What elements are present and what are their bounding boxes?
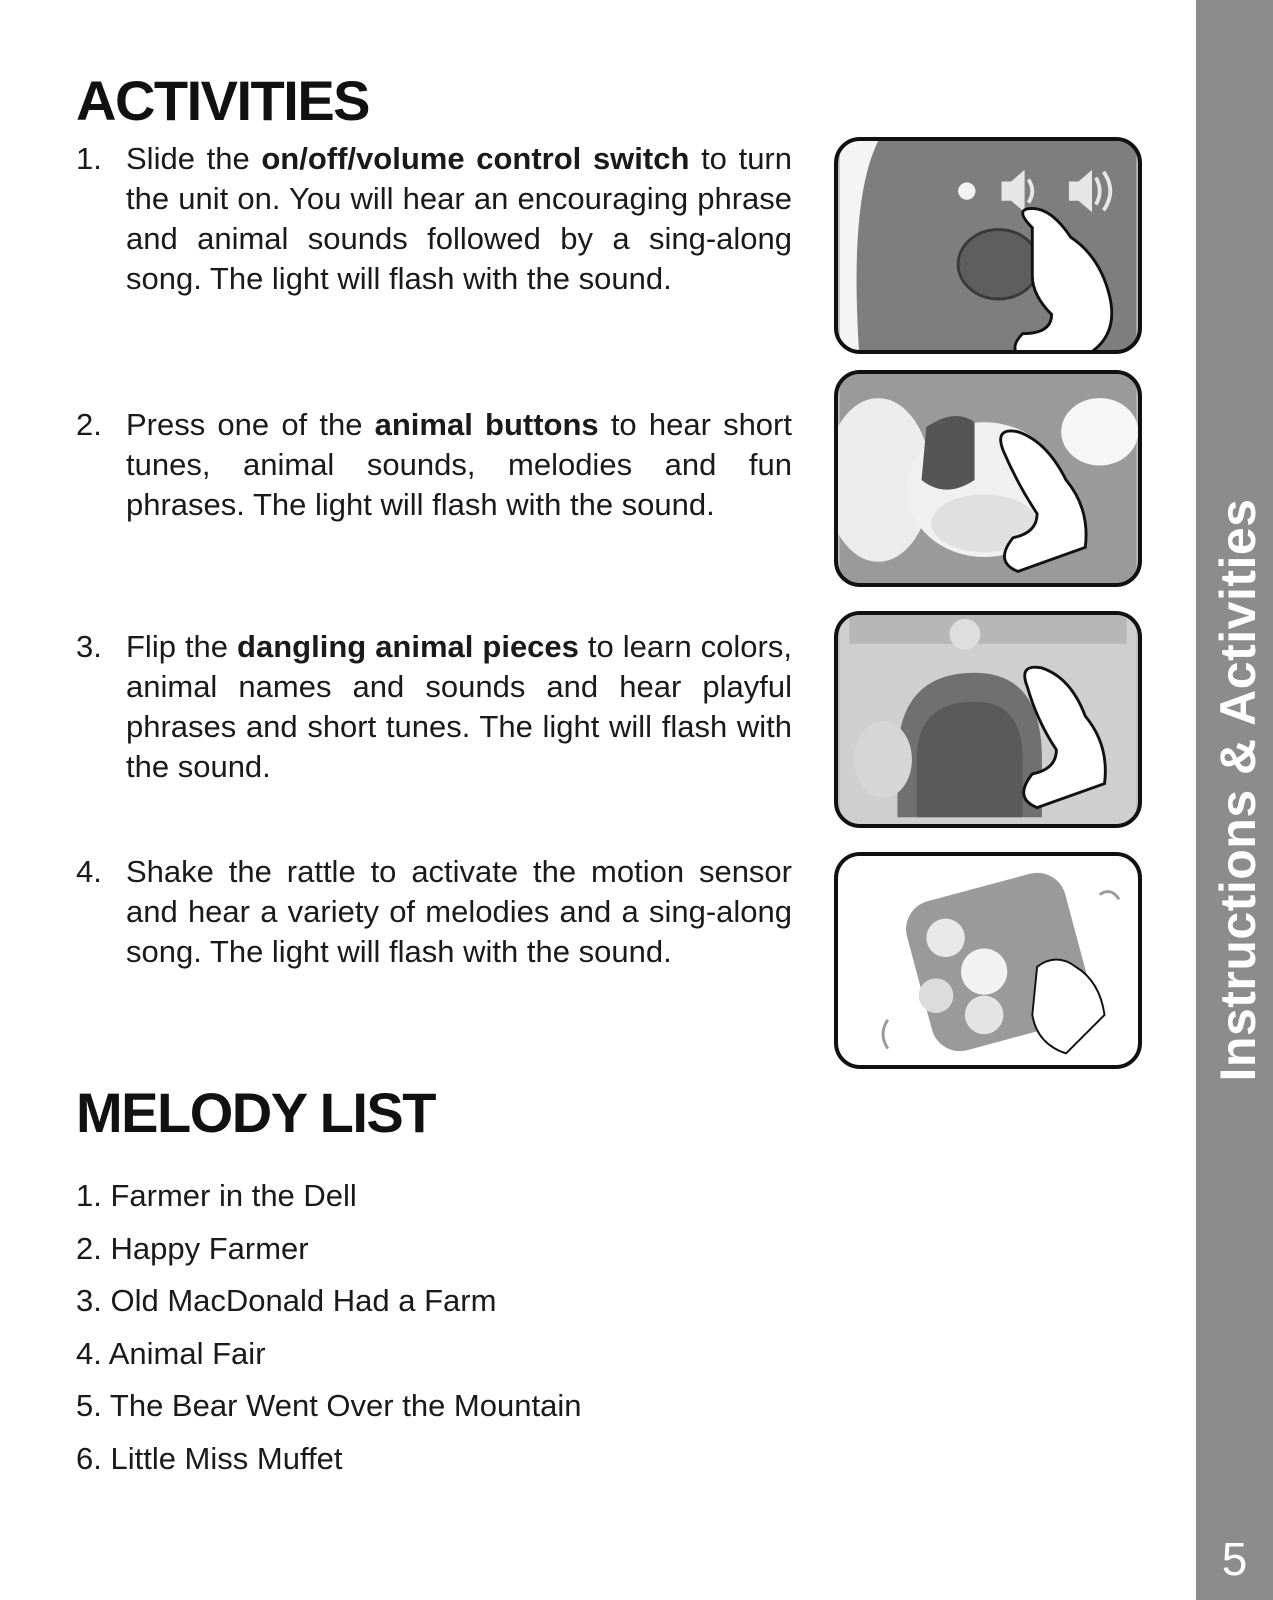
step-text: Flip the dangling animal pieces to learn colors, animal names and sounds and hear playful phrases and short tunes. The light will flash with the sound.: [126, 629, 792, 784]
volume-switch-icon: [838, 141, 1138, 350]
step-text: Press one of the animal buttons to hear short tunes, animal sounds, melodies and fun phrases. The light will flash with the sound.: [126, 407, 792, 522]
animal-buttons-illustration: [834, 370, 1142, 587]
step-text: Shake the rattle to activate the motion sensor and hear a variety of melodies and a sing-along song. The light will flash with the sound.: [126, 854, 792, 969]
dangling-piece-icon: [838, 615, 1138, 824]
dangling-pieces-illustration: [834, 611, 1142, 828]
melody-list-heading: MELODY LIST: [76, 1081, 435, 1144]
step-number: 1.: [76, 141, 102, 176]
volume-switch-illustration: [834, 137, 1142, 354]
step-number: 3.: [76, 629, 102, 664]
animal-button-icon: [838, 374, 1138, 583]
activity-step-2: [76, 405, 792, 525]
melody-list: [76, 1170, 581, 1486]
melody-item: 3. Old MacDonald Had a Farm: [76, 1283, 497, 1319]
rattle-shake-icon: [838, 856, 1138, 1065]
step-number: 4.: [76, 854, 102, 889]
melody-item: 4. Animal Fair: [76, 1335, 266, 1371]
activity-step-4: [76, 852, 792, 972]
melody-item: 1. Farmer in the Dell: [76, 1178, 357, 1213]
melody-item: 2. Happy Farmer: [76, 1230, 309, 1266]
activity-step-1: [76, 139, 792, 299]
rattle-illustration: [834, 852, 1142, 1069]
step-text: Slide the on/off/volume control switch to turn the unit on. You will hear an encouraging phrase and animal sounds followed by a sing-along song. The light will flash with the sound.: [126, 141, 792, 296]
page-number: 5: [1221, 1533, 1248, 1585]
sidebar-section-label: Instructions & Activities: [1210, 498, 1266, 1082]
activity-step-3: [76, 627, 792, 787]
melody-item: 5. The Bear Went Over the Mountain: [76, 1388, 582, 1424]
step-number: 2.: [76, 407, 102, 442]
melody-item: 6. Little Miss Muffet: [76, 1440, 343, 1476]
activities-heading: ACTIVITIES: [76, 69, 370, 132]
